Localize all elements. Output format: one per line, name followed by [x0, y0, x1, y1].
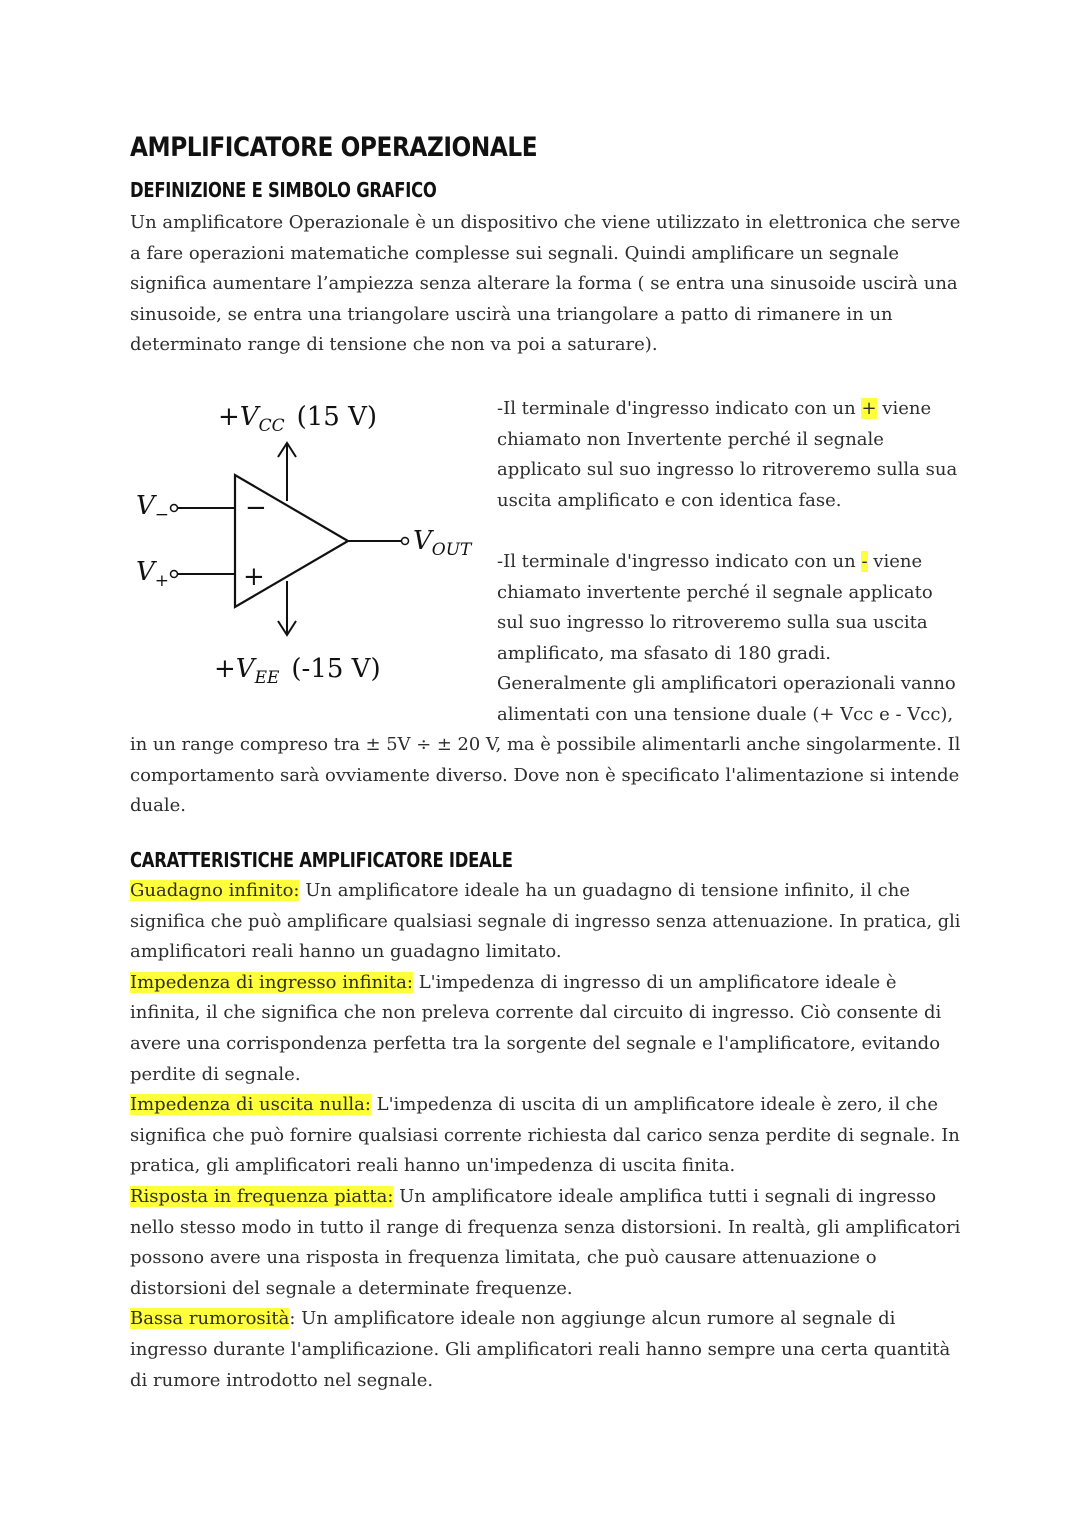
feature-line: pratica, gli amplificatori reali hanno un'impedenza di uscita finita.	[130, 1155, 736, 1177]
feature-first-line: Impedenza di ingresso infinita: L'impedenza di ingresso di un amplificatore ideale è	[130, 971, 897, 993]
inverting-paragraph	[497, 547, 967, 731]
non-inverting-paragraph	[497, 394, 967, 516]
feature-first-line: Guadagno infinito: Un amplificatore ideale ha un guadagno di tensione infinito, il che	[130, 880, 910, 901]
feature-term: Bassa rumorosità	[130, 1308, 290, 1330]
supply-line: comportamento sarà ovviamente diverso. Dove non è specificato l'alimentazione si intende	[130, 764, 960, 786]
vcc-label: $+V_{CC}$ (15 V)	[218, 402, 377, 436]
vplus-terminal	[171, 571, 178, 578]
feature-term: Guadagno infinito:	[130, 880, 300, 901]
highlight-plus: +	[861, 398, 877, 419]
feature-line: significa che può amplificare qualsiasi segnale di ingresso senza attenuazione. In pratica, gli	[130, 910, 961, 932]
feature-item-rumorosita	[130, 1304, 960, 1396]
terminal-line: alimentati con una tensione duale (+ Vcc e - Vcc),	[497, 703, 954, 725]
vee-label: $+V_{EE}$ (-15 V)	[214, 654, 381, 688]
section-heading-definition: DEFINIZIONE E SIMBOLO GRAFICO	[130, 178, 437, 202]
intro-line: Un amplificatore Operazionale è un dispositivo che viene utilizzato in elettronica che serve	[130, 212, 961, 233]
terminal-line: applicato sul suo ingresso lo ritroveremo sulla sua	[497, 459, 958, 481]
feature-first-line: Bassa rumorosità: Un amplificatore ideale non aggiunge alcun rumore al segnale di	[130, 1308, 896, 1330]
terminal-line: Generalmente gli amplificatori operazionali vanno	[497, 673, 956, 695]
feature-first-line: Risposta in frequenza piatta: Un amplificatore ideale amplifica tutti i segnali di ingresso	[130, 1185, 937, 1207]
vplus-label: $V_+$	[136, 557, 170, 591]
feature-line: distorsioni del segnale a determinate frequenze.	[130, 1277, 573, 1299]
terminal-line: sul suo ingresso lo ritroveremo sulla sua uscita	[497, 612, 928, 634]
vminus-terminal	[171, 505, 178, 512]
non-inverting-sign: +	[243, 562, 265, 592]
intro-line: sinusoide, se entra una triangolare uscirà una triangolare a patto di rimanere in un	[130, 303, 893, 325]
terminal-line: -Il terminale d'ingresso indicato con un + viene	[497, 398, 932, 419]
feature-line: possono avere una risposta in frequenza limitata, che può causare attenuazione o	[130, 1247, 877, 1269]
feature-line: ingresso durante l'amplificazione. Gli amplificatori reali hanno sempre una certa quantità	[130, 1338, 951, 1360]
feature-item-impedenza-ingresso	[130, 968, 960, 1090]
feature-term: Impedenza di uscita nulla:	[130, 1094, 371, 1116]
intro-line: significa aumentare l’ampiezza senza alterare la forma ( se entra una sinusoide uscirà una	[130, 273, 958, 295]
supply-line: duale.	[130, 795, 186, 817]
intro-line: a fare operazioni matematiche complesse sui segnali. Quindi amplificare un segnale	[130, 242, 899, 264]
feature-item-risposta-frequenza	[130, 1182, 960, 1304]
terminal-line: uscita amplificato e con identica fase.	[497, 489, 842, 511]
supply-paragraph	[130, 730, 960, 822]
features-list	[130, 876, 960, 1396]
feature-item-impedenza-uscita	[130, 1090, 960, 1182]
section-heading-ideal: CARATTERISTICHE AMPLIFICATORE IDEALE	[130, 848, 513, 872]
vout-terminal	[402, 538, 409, 545]
intro-line: determinato range di tensione che non va poi a saturare).	[130, 334, 658, 356]
page-title: AMPLIFICATORE OPERAZIONALE	[130, 132, 538, 163]
feature-item-guadagno	[130, 876, 960, 968]
feature-term: Impedenza di ingresso infinita:	[130, 971, 413, 993]
terminal-line: -Il terminale d'ingresso indicato con un - viene	[497, 551, 923, 572]
feature-line: significa che può fornire qualsiasi corrente richiesta dal carico senza perdite di segnale. In	[130, 1124, 960, 1146]
highlight-minus: -	[861, 551, 868, 572]
terminal-line: chiamato non Invertente perché il segnale	[497, 428, 884, 450]
vminus-label: $V_-$	[136, 491, 170, 525]
feature-line: di rumore introdotto nel segnale.	[130, 1369, 434, 1391]
supply-line: in un range compreso tra ± 5V ÷ ± 20 V, ma è possibile alimentarli anche singolarmente. Il	[130, 734, 961, 755]
opamp-diagram	[130, 395, 480, 695]
feature-line: avere una corrispondenza perfetta tra la sorgente del segnale e l'amplificatore, evitando	[130, 1032, 941, 1054]
feature-first-line: Impedenza di uscita nulla: L'impedenza di uscita di un amplificatore ideale è zero, il che	[130, 1094, 938, 1116]
vout-label: $V_{OUT}$	[413, 526, 472, 560]
feature-line: infinita, il che significa che non preleva corrente dal circuito di ingresso. Ciò consente di	[130, 1002, 942, 1024]
terminal-line: amplificato, ma sfasato di 180 gradi.	[497, 642, 832, 664]
feature-line: amplificatori reali hanno un guadagno limitato.	[130, 941, 562, 963]
feature-term: Risposta in frequenza piatta:	[130, 1185, 394, 1207]
intro-paragraph	[130, 208, 960, 361]
inverting-sign: −	[245, 493, 267, 523]
terminal-line: chiamato invertente perché il segnale applicato	[497, 581, 933, 603]
feature-line: nello stesso modo in tutto il range di frequenza senza distorsioni. In realtà, gli amplificatori	[130, 1216, 961, 1238]
feature-line: perdite di segnale.	[130, 1063, 301, 1085]
